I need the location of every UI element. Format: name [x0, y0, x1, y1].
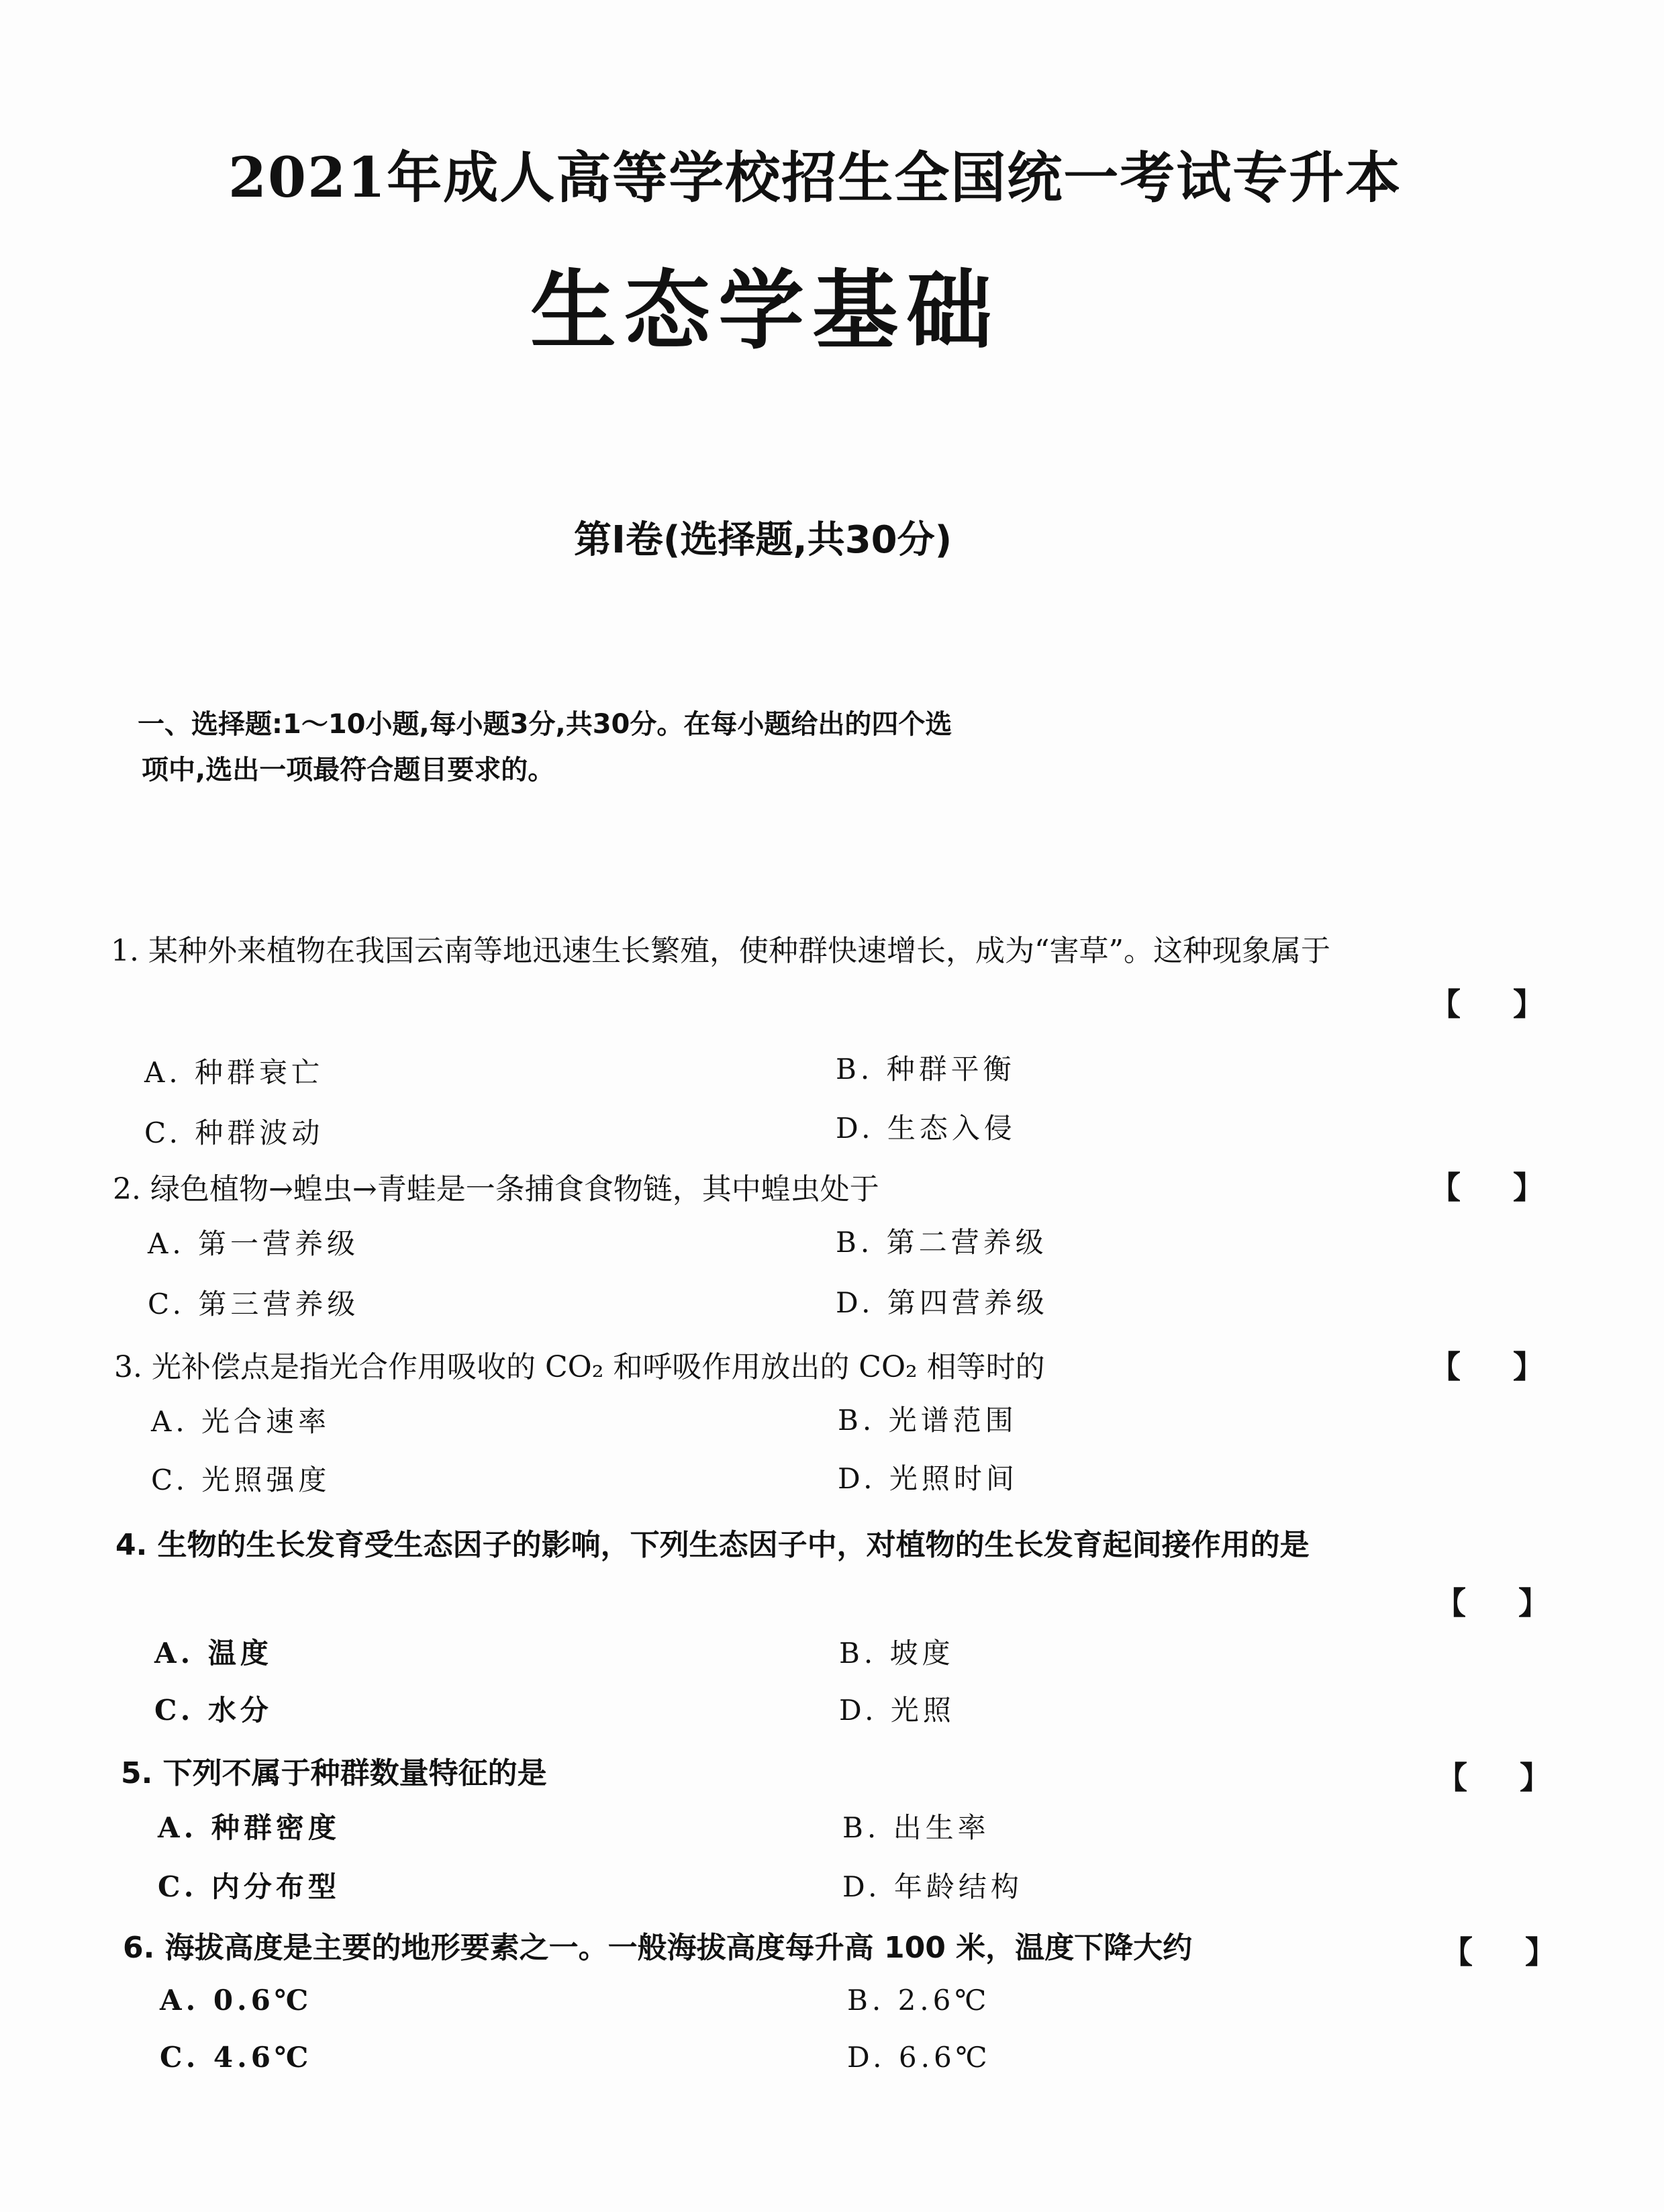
question-2-option-c: C. 第三营养级 [148, 1288, 360, 1320]
question-6-stem: 6. 海拔高度是主要的地形要素之一。一般海拔高度每升高 100 米，温度下降大约 [123, 1931, 1193, 1965]
exam-title: 2021年成人高等学校招生全国统一考试专升本 [228, 146, 1402, 210]
question-6-option-d: D. 6.6℃ [847, 2041, 991, 2074]
question-5-option-a: A. 种群密度 [158, 1811, 340, 1844]
question-2-stem: 2. 绿色植物→蝗虫→青蛙是一条捕食食物链，其中蝗虫处于 [113, 1172, 879, 1206]
bracket-close: 】 [1525, 1934, 1556, 1970]
question-3-option-d: D. 光照时间 [838, 1462, 1018, 1495]
question-5-option-b: B. 出生率 [842, 1811, 990, 1844]
question-4-option-b: B. 坡度 [839, 1637, 955, 1670]
bracket-close: 】 [1513, 1169, 1544, 1206]
question-4-stem: 4. 生物的生长发育受生态因子的影响，下列生态因子中，对植物的生长发育起间接作用的是 [115, 1528, 1310, 1562]
bracket-open: 【 [1435, 1585, 1466, 1621]
question-2-answer-bracket [1430, 1163, 1544, 1208]
bracket-close: 】 [1513, 1349, 1544, 1385]
question-5-option-c: C. 内分布型 [158, 1870, 340, 1903]
bracket-open: 【 [1430, 1169, 1461, 1206]
section-instructions [138, 702, 1225, 793]
question-4-answer-bracket [1435, 1579, 1549, 1623]
question-2-option-a: A. 第一营养级 [148, 1227, 360, 1260]
question-3-option-c: C. 光照强度 [151, 1463, 331, 1496]
question-3-answer-bracket [1430, 1343, 1544, 1387]
bracket-open: 【 [1430, 1349, 1461, 1385]
question-1-stem: 1. 某种外来植物在我国云南等地迅速生长繁殖，使种群快速增长，成为“害草”。这种现象属于 [111, 934, 1330, 968]
section-instructions-line-1: 一、选择题:1～10小题,每小题3分,共30分。在每小题给出的四个选 [138, 709, 952, 740]
question-6-option-c: C. 4.6℃ [160, 2041, 313, 2074]
question-4-option-c: C. 水分 [154, 1694, 273, 1727]
question-1-option-a: A. 种群衰亡 [144, 1056, 324, 1089]
bracket-close: 】 [1513, 986, 1544, 1022]
question-2-option-b: B. 第二营养级 [836, 1226, 1048, 1259]
question-1-option-d: D. 生态入侵 [836, 1112, 1016, 1145]
question-3-option-a: A. 光合速率 [151, 1405, 331, 1438]
question-4-option-d: D. 光照 [839, 1694, 955, 1727]
bracket-open: 【 [1442, 1934, 1473, 1970]
question-1-answer-bracket [1430, 980, 1544, 1024]
subject-title: 生态学基础 [530, 261, 1001, 361]
question-2-option-d: D. 第四营养级 [836, 1286, 1048, 1319]
question-5-stem: 5. 下列不属于种群数量特征的是 [121, 1756, 547, 1790]
question-5-answer-bracket [1436, 1753, 1551, 1798]
question-6-option-a: A. 0.6℃ [160, 1984, 313, 2017]
question-3-stem: 3. 光补偿点是指光合作用吸收的 CO₂ 和呼吸作用放出的 CO₂ 相等时的 [114, 1350, 1045, 1384]
bracket-open: 【 [1430, 986, 1461, 1022]
bracket-open: 【 [1436, 1760, 1467, 1796]
question-3-option-b: B. 光谱范围 [838, 1404, 1018, 1437]
section-instructions-line-2: 项中,选出一项最符合题目要求的。 [142, 755, 555, 785]
part-title: 第Ⅰ卷(选择题,共30分) [574, 518, 952, 562]
bracket-close: 】 [1518, 1585, 1549, 1621]
bracket-close: 】 [1520, 1760, 1551, 1796]
question-4-option-a: A. 温度 [154, 1637, 273, 1670]
question-6-option-b: B. 2.6℃ [847, 1984, 991, 2017]
question-5-option-d: D. 年龄结构 [842, 1870, 1023, 1903]
question-1-option-b: B. 种群平衡 [836, 1053, 1016, 1086]
question-1-option-c: C. 种群波动 [144, 1116, 324, 1149]
question-6-answer-bracket [1442, 1928, 1556, 1972]
